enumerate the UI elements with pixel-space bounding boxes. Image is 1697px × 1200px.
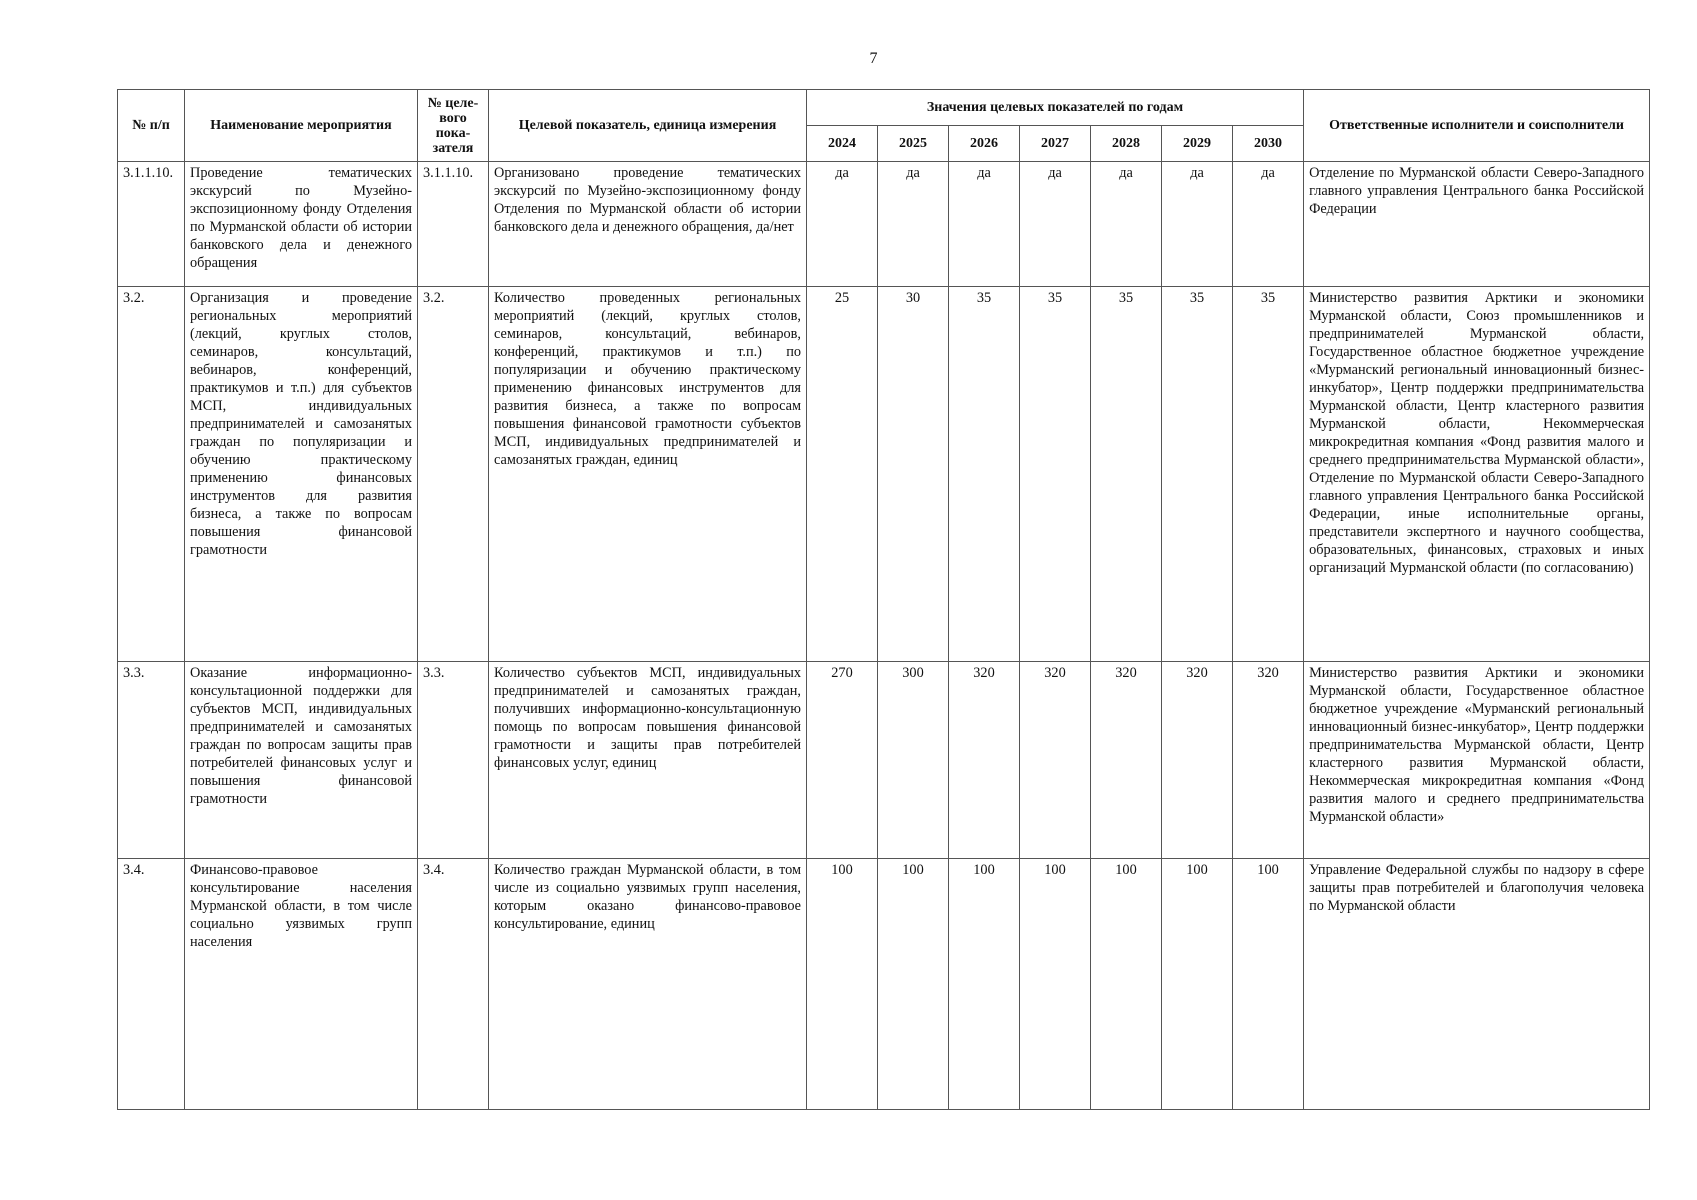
indicator: Организовано проведение тематических экскурсий по Музейно-экспозиционному фонду Отделения по Мурманской области об истории банковского дела и денежного обращения, да/нет: [489, 162, 807, 287]
year-value: да: [1233, 162, 1304, 287]
indicator: Количество граждан Мурманской области, в том числе из социально уязвимых групп населения, которым оказано финансово-правовое консультирование, единиц: [489, 859, 807, 1110]
year-value: да: [878, 162, 949, 287]
header-indicator: Целевой показатель, единица измерения: [489, 90, 807, 162]
year-value: 100: [1233, 859, 1304, 1110]
year-value: 100: [1162, 859, 1233, 1110]
table-row: [118, 287, 1650, 662]
year-value: 100: [878, 859, 949, 1110]
header-year: 2024: [807, 126, 878, 162]
year-value: да: [1020, 162, 1091, 287]
header-year: 2027: [1020, 126, 1091, 162]
table-row: [118, 662, 1650, 859]
target-num: 3.4.: [418, 859, 489, 1110]
event-name: Проведение тематических экскурсий по Музейно-экспозиционному фонду Отделения по Мурманской области об истории банковского дела и денежного обращения: [185, 162, 418, 287]
row-num: 3.3.: [118, 662, 185, 859]
responsible: Управление Федеральной службы по надзору в сфере защиты прав потребителей и благополучия человека по Мурманской области: [1304, 859, 1650, 1110]
event-name: Оказание информационно-консультационной поддержки для субъектов МСП, индивидуальных предпринимателей и самозанятых граждан по вопросам защиты прав потребителей финансовых услуг и повышения финансовой грамотности: [185, 662, 418, 859]
table-row: [118, 162, 1650, 287]
header-year: 2026: [949, 126, 1020, 162]
target-num: 3.3.: [418, 662, 489, 859]
year-value: да: [1162, 162, 1233, 287]
year-value: 30: [878, 287, 949, 662]
header-target-num: № целе- вого пока- зателя: [418, 90, 489, 162]
row-num: 3.4.: [118, 859, 185, 1110]
indicator: Количество проведенных региональных мероприятий (лекций, круглых столов, семинаров, консультаций, вебинаров, конференций, практикумов и т.п.) по популяризации и обучению практическому применению финансовых инструментов для развития бизнеса, а также по вопросам повышения финансовой грамотности субъектов МСП, индивидуальных предпринимателей и самозанятых граждан, единиц: [489, 287, 807, 662]
year-value: 35: [1233, 287, 1304, 662]
year-value: 100: [1091, 859, 1162, 1110]
year-value: 320: [949, 662, 1020, 859]
year-value: 320: [1020, 662, 1091, 859]
row-num: 3.2.: [118, 287, 185, 662]
year-value: 320: [1162, 662, 1233, 859]
responsible: Министерство развития Арктики и экономики Мурманской области, Союз промышленников и предпринимателей Мурманской области, Государственное областное бюджетное учреждение «Мурманский региональный инновационный бизнес-инкубатор», Центр поддержки предпринимательства Мурманской области, Центр кластерного развития Мурманской области, Некоммерческая микрокредитная компания «Фонд развития малого и среднего предпринимательства Мурманской области», Отделение по Мурманской области Северо-Западного главного управления Центрального банка Российской Федерации, иные исполнительные органы, представители экспертного и научного сообщества, образовательных, финансовых, страховых и иных организаций Мурманской области (по согласованию): [1304, 287, 1650, 662]
event-name: Организация и проведение региональных мероприятий (лекций, круглых столов, семинаров, консультаций, вебинаров, конференций, практикумов и т.п.) для субъектов МСП, индивидуальных предпринимателей и самозанятых граждан по популяризации и обучению практическому применению финансовых инструментов для развития бизнеса, а также по вопросам повышения финансовой грамотности: [185, 287, 418, 662]
table-row: [118, 859, 1650, 1110]
responsible: Министерство развития Арктики и экономики Мурманской области, Государственное областное бюджетное учреждение «Мурманский региональный инновационный бизнес-инкубатор», Центр поддержки предпринимательства Мурманской области, Центр кластерного развития Мурманской области, Некоммерческая микрокредитная компания «Фонд развития малого и среднего предпринимательства Мурманской области»: [1304, 662, 1650, 859]
year-value: да: [1091, 162, 1162, 287]
year-value: 270: [807, 662, 878, 859]
header-num: № п/п: [118, 90, 185, 162]
year-value: да: [807, 162, 878, 287]
header-event-name: Наименование мероприятия: [185, 90, 418, 162]
year-value: 25: [807, 287, 878, 662]
year-value: 35: [949, 287, 1020, 662]
header-year: 2028: [1091, 126, 1162, 162]
year-value: 100: [949, 859, 1020, 1110]
year-value: 300: [878, 662, 949, 859]
target-num: 3.2.: [418, 287, 489, 662]
indicator: Количество субъектов МСП, индивидуальных предпринимателей и самозанятых граждан, получивших информационно-консультационную помощь по вопросам повышения финансовой грамотности и защиты прав потребителей финансовых услуг, единиц: [489, 662, 807, 859]
responsible: Отделение по Мурманской области Северо-Западного главного управления Центрального банка Российской Федерации: [1304, 162, 1650, 287]
year-value: 100: [1020, 859, 1091, 1110]
year-value: 35: [1162, 287, 1233, 662]
header-year: 2030: [1233, 126, 1304, 162]
year-value: 100: [807, 859, 878, 1110]
indicators-table: [117, 89, 1650, 1110]
header-values-by-year: Значения целевых показателей по годам: [807, 90, 1304, 126]
year-value: 35: [1020, 287, 1091, 662]
year-value: 320: [1233, 662, 1304, 859]
year-value: да: [949, 162, 1020, 287]
year-value: 320: [1091, 662, 1162, 859]
page-number: 7: [869, 50, 878, 67]
header-year: 2029: [1162, 126, 1233, 162]
event-name: Финансово-правовое консультирование населения Мурманской области, в том числе социально уязвимых групп населения: [185, 859, 418, 1110]
year-value: 35: [1091, 287, 1162, 662]
header-responsible: Ответственные исполнители и соисполнители: [1304, 90, 1650, 162]
target-num: 3.1.1.10.: [418, 162, 489, 287]
row-num: 3.1.1.10.: [118, 162, 185, 287]
header-year: 2025: [878, 126, 949, 162]
